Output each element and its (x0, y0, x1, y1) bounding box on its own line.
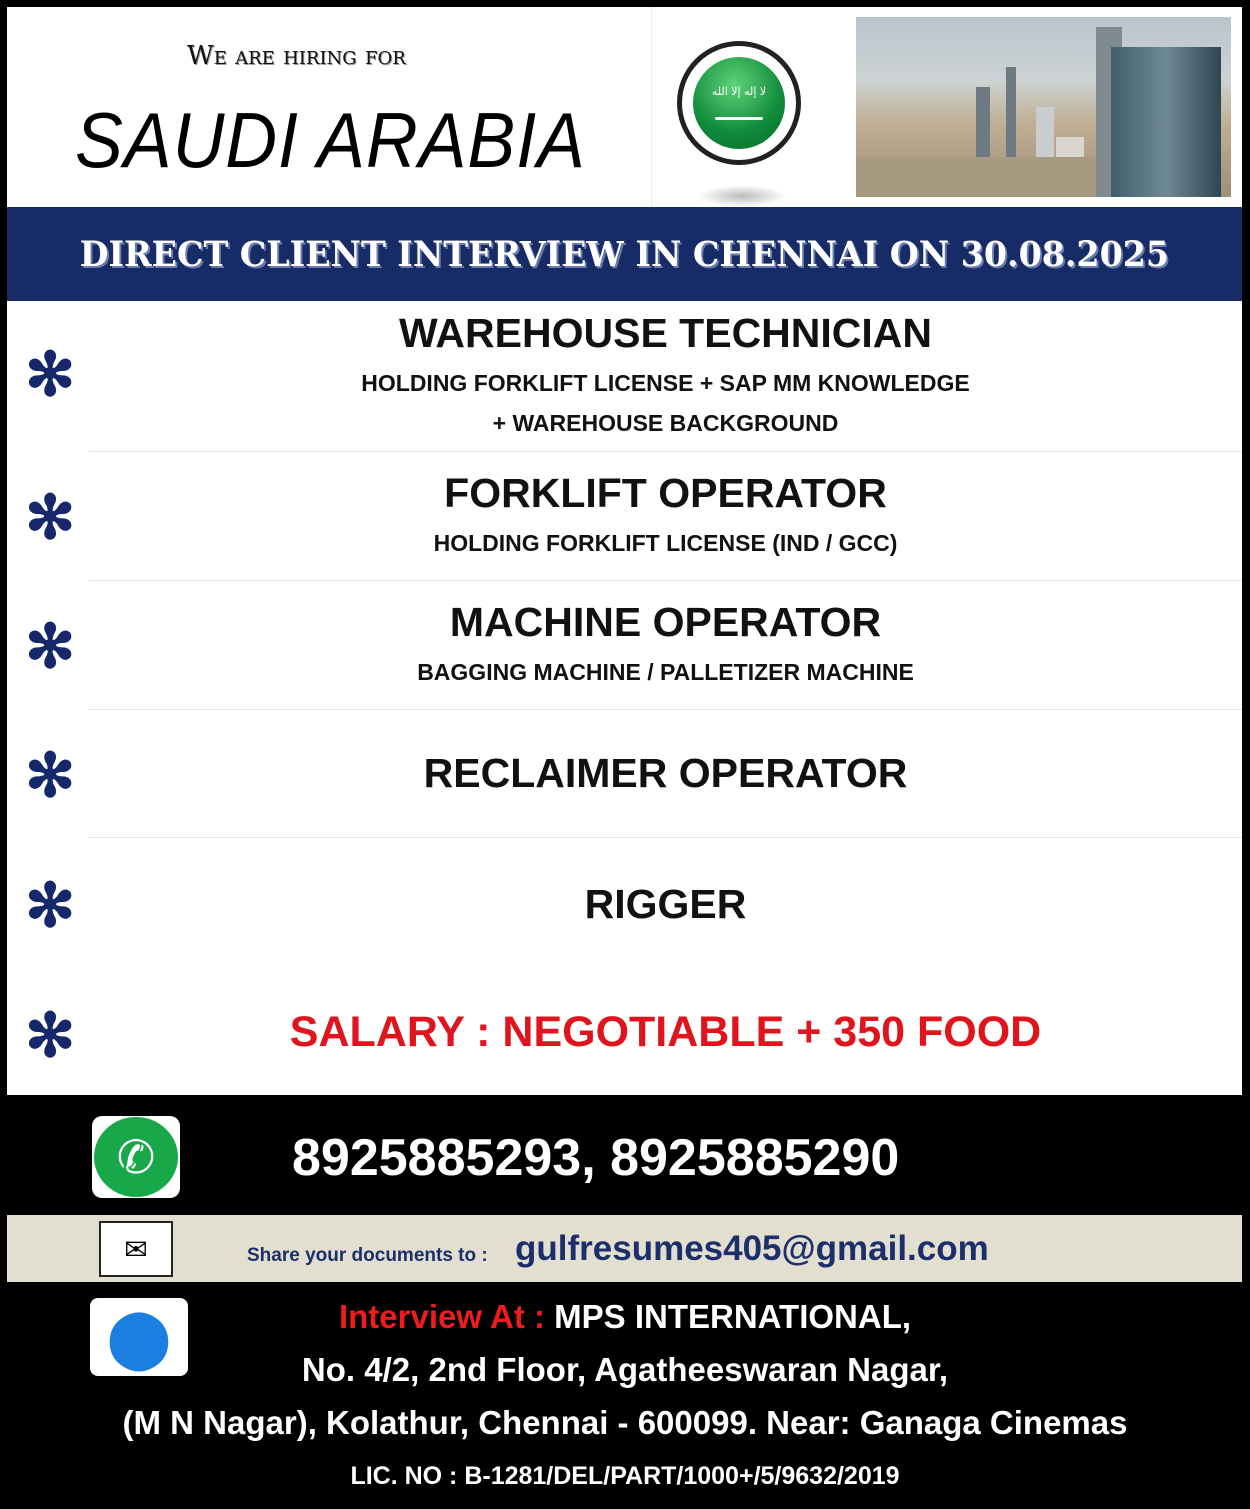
location-pin-icon: ⬤ (90, 1298, 188, 1376)
company-name: MPS INTERNATIONAL, (544, 1298, 912, 1335)
flag-script: لا إله إلا الله (711, 85, 767, 98)
poster (7, 7, 1242, 1095)
divider (651, 7, 652, 207)
hiring-tagline: We are hiring for (187, 41, 406, 71)
job-item (7, 710, 1242, 838)
salary-row (7, 970, 1242, 1095)
banner-text: DIRECT CLIENT INTERVIEW IN CHENNAI ON 30.08.2025 (79, 233, 1170, 275)
job-item (7, 452, 1242, 581)
share-label: Share your documents to : (247, 1245, 488, 1266)
asterisk-icon: ✻ (25, 742, 76, 809)
asterisk-icon: ✻ (25, 484, 76, 551)
email-envelope-icon: ✉ (99, 1221, 173, 1277)
flag-disc (693, 57, 785, 149)
job-title: RECLAIMER OPERATOR (423, 750, 908, 796)
job-title: RIGGER (584, 880, 747, 927)
header (7, 7, 1242, 207)
salary-text: SALARY : NEGOTIABLE + 350 FOOD (289, 1008, 1042, 1056)
job-title: FORKLIFT OPERATOR (444, 469, 887, 516)
interview-address-line (0, 1298, 1250, 1336)
job-item (7, 301, 1242, 452)
job-title: MACHINE OPERATOR (449, 598, 882, 645)
license-number: LIC. NO : B-1281/DEL/PART/1000+/5/9632/2019 (350, 1462, 900, 1490)
phone-icon: ✆ (92, 1116, 180, 1198)
job-title: WAREHOUSE TECHNICIAN (398, 309, 933, 356)
asterisk-icon: ✻ (25, 613, 76, 680)
flag-sword (715, 117, 763, 120)
saudi-flag-icon (677, 41, 801, 165)
interview-label: Interview At : (338, 1298, 545, 1335)
address-line: No. 4/2, 2nd Floor, Agatheeswaran Nagar, (301, 1351, 949, 1388)
job-item (7, 581, 1242, 710)
email-address: gulfresumes405@gmail.com (515, 1229, 989, 1268)
asterisk-icon: ✻ (25, 341, 76, 408)
address-line: (M N Nagar), Kolathur, Chennai - 600099. Near: Ganaga Cinemas (122, 1404, 1128, 1441)
job-requirement: + WAREHOUSE BACKGROUND (492, 409, 839, 436)
asterisk-icon: ✻ (25, 872, 76, 939)
email-band (7, 1215, 1242, 1282)
job-item (7, 838, 1242, 970)
asterisk-icon: ✻ (25, 1002, 76, 1069)
riyadh-skyline-image (856, 17, 1231, 197)
job-requirement: HOLDING FORKLIFT LICENSE + SAP MM KNOWLEDGE (361, 369, 970, 396)
flag-shadow (697, 185, 787, 207)
interview-banner (7, 207, 1242, 301)
phone-numbers: 8925885293, 8925885290 (292, 1129, 900, 1187)
job-requirement: HOLDING FORKLIFT LICENSE (IND / GCC) (433, 529, 898, 556)
country-title: SAUDI ARABIA (75, 96, 586, 184)
job-requirement: BAGGING MACHINE / PALLETIZER MACHINE (417, 658, 914, 685)
